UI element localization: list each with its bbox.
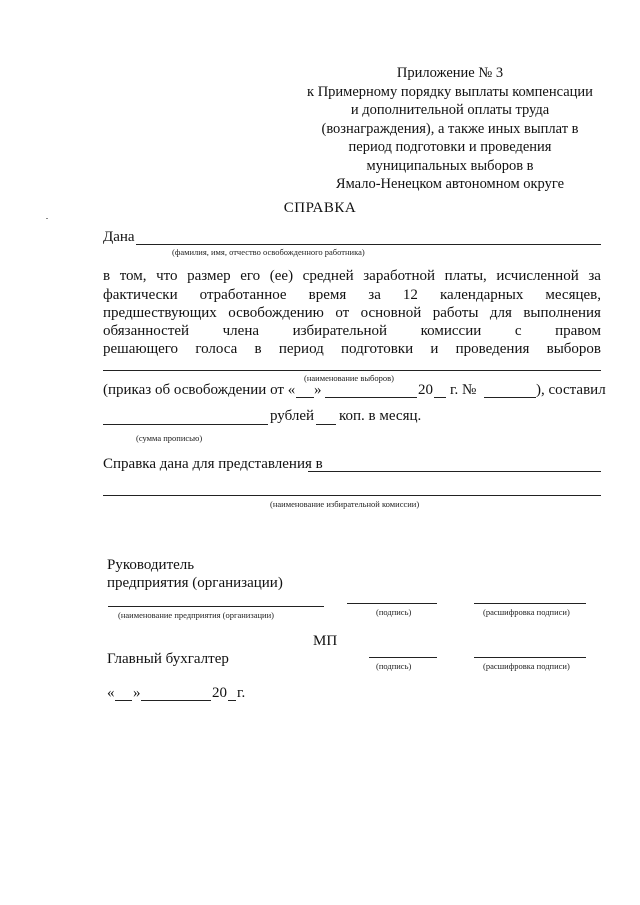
word: от (335, 305, 350, 321)
word: работы (432, 305, 479, 321)
word: за (368, 287, 381, 303)
word: и (430, 341, 439, 357)
head-title-line1: Руководитель (107, 557, 195, 573)
date-open-quote: « (107, 685, 115, 701)
word: решающего (103, 341, 179, 357)
header-line: и дополнительной оплаты труда (350, 102, 550, 118)
header-line: Приложение № 3 (396, 65, 504, 81)
head-decode-line[interactable] (474, 603, 586, 604)
order-number-line[interactable] (484, 397, 536, 398)
word: избирательной (292, 323, 388, 339)
elections-name-line[interactable] (103, 370, 601, 371)
word: основной (360, 305, 422, 321)
word: исчисленной (496, 268, 579, 284)
body-line-3 (103, 305, 601, 322)
date-year-suffix: г. (237, 685, 246, 701)
header-line: (вознаграждения), а также иных выплат в (321, 120, 579, 137)
date-month-line[interactable] (141, 700, 211, 701)
word: календарных (439, 287, 524, 303)
appendix-header (292, 64, 608, 194)
kopecks-label: коп. в месяц. (339, 408, 422, 424)
word: период (278, 341, 324, 357)
date-close-quote: » (133, 685, 141, 701)
word: освобождению (228, 305, 324, 321)
head-signature-line[interactable] (347, 603, 437, 604)
word: заработной (363, 268, 436, 284)
order-year: 20 (418, 382, 433, 398)
order-day-line[interactable] (296, 397, 314, 398)
accountant-signature-line[interactable] (369, 657, 437, 658)
word: предшествующих (103, 305, 217, 321)
document-title: СПРАВКА (283, 200, 357, 216)
presentation-label: Справка дана для представления в (103, 456, 323, 472)
word: 12 (402, 287, 418, 303)
org-caption: (наименование предприятия (организации) (118, 610, 274, 620)
word: подготовки (341, 341, 414, 357)
commission-name-line[interactable] (103, 495, 601, 496)
head-signature-caption: (подпись) (376, 607, 412, 617)
rubles-label: рублей (270, 408, 315, 424)
issued-to-label: Дана (103, 229, 135, 245)
scan-mark (46, 218, 48, 219)
word: размер (187, 268, 231, 284)
issued-to-caption: (фамилия, имя, отчество освобожденного работника) (172, 247, 365, 257)
accountant-decode-caption: (расшифровка подписи) (483, 661, 570, 671)
word: проведения (455, 341, 530, 357)
date-year: 20 (212, 685, 227, 701)
stamp-place: МП (313, 633, 338, 649)
order-year-suffix: г. № (450, 382, 477, 398)
order-year-line[interactable] (434, 397, 446, 398)
word: в (254, 341, 262, 357)
word: за (588, 268, 601, 284)
kopecks-amount-line[interactable] (316, 424, 336, 425)
chief-accountant-label: Главный бухгалтер (107, 651, 229, 667)
sum-caption: (сумма прописью) (136, 433, 203, 443)
word: время (308, 287, 347, 303)
word: выполнения (523, 305, 601, 321)
body-line-2 (103, 287, 601, 304)
accountant-decode-line[interactable] (474, 657, 586, 658)
word: члена (222, 323, 260, 339)
date-day-line[interactable] (115, 700, 132, 701)
word: том, (119, 268, 147, 284)
elections-caption: (наименование выборов) (304, 373, 394, 383)
word: с (514, 323, 522, 339)
rubles-amount-line[interactable] (103, 424, 268, 425)
order-quote-close: » (314, 382, 322, 398)
header-line: муниципальных выборов в (366, 157, 534, 174)
header-line: Ямало-Ненецком автономном округе (335, 176, 565, 192)
head-decode-caption: (расшифровка подписи) (483, 607, 570, 617)
order-month-line[interactable] (325, 397, 417, 398)
header-line: период подготовки и проведения (348, 139, 552, 155)
word: фактически (103, 287, 178, 303)
word: комиссии (420, 323, 482, 339)
issued-to-line[interactable] (136, 244, 601, 245)
word: правом (555, 323, 601, 339)
word: что (156, 268, 178, 284)
header-line: к Примерному порядку выплаты компенсации (307, 83, 593, 100)
body-line-4 (103, 323, 601, 340)
word: месяцев, (545, 287, 601, 303)
body-line-1 (103, 268, 601, 285)
body-line-5 (103, 341, 601, 358)
word: отработанное (199, 287, 287, 303)
order-suffix: ), составил (536, 382, 606, 398)
word: платы, (444, 268, 487, 284)
word: выборов (546, 341, 601, 357)
org-name-line[interactable] (108, 606, 324, 607)
word: в (103, 268, 111, 284)
head-title-line2: предприятия (организации) (107, 575, 283, 591)
accountant-signature-caption: (подпись) (376, 661, 412, 671)
commission-caption: (наименование избирательной комиссии) (270, 499, 420, 509)
word: его (240, 268, 261, 284)
word: (ее) (269, 268, 294, 284)
date-year-line[interactable] (228, 700, 236, 701)
word: голоса (195, 341, 238, 357)
order-prefix: (приказ об освобождении от « (103, 382, 296, 398)
word: для (489, 305, 512, 321)
presentation-line[interactable] (308, 471, 601, 472)
word: обязанностей (103, 323, 190, 339)
word: средней (302, 268, 354, 284)
